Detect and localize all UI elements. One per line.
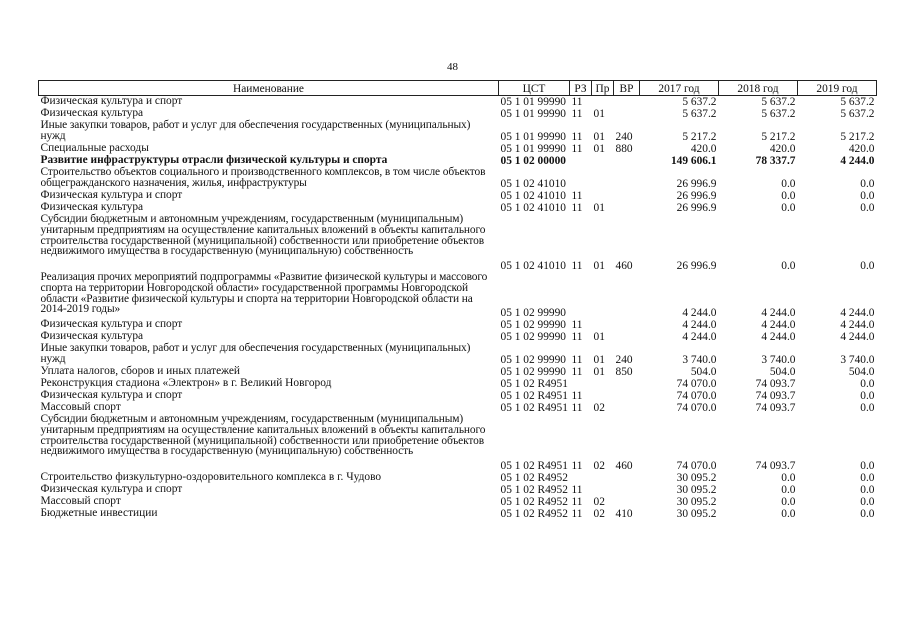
cell-cst: 05 1 02 R4952 bbox=[500, 472, 568, 485]
cell-2019: 0.0 bbox=[860, 472, 875, 485]
table-row bbox=[39, 190, 877, 202]
header-rz: РЗ bbox=[570, 81, 592, 96]
cell-pr bbox=[592, 390, 614, 402]
cell-2017: 4 244.0 bbox=[682, 319, 717, 332]
cell-name: Реализация прочих мероприятий подпрограммы «Развитие физической культуры и массового спорта на территории Новгородской области» государственной программы Новгородской области «Развитие физической культуры и спорта на территории Новгородской области на 2014-2019 годы» bbox=[40, 271, 488, 316]
cell-rz: 11 bbox=[571, 202, 583, 215]
cell-2018: 5 637.2 bbox=[761, 108, 796, 121]
table-row bbox=[39, 496, 877, 508]
table-row bbox=[39, 414, 877, 472]
cell-2019: 0.0 bbox=[860, 190, 875, 203]
cell-cst: 05 1 02 R4951 bbox=[500, 460, 568, 473]
cell-cst: 05 1 02 R4951 bbox=[500, 402, 568, 415]
cell-name: Субсидии бюджетным и автономным учреждениям, государственным (муниципальным) унитарным предприятиям на осуществление капитальных вложений в объекты капитального строительства государственной (муниципальной) собственности или приобретение объектов недвижимого имущества в государственную (муниципальную) собственность bbox=[40, 213, 486, 258]
cell-2019: 0.0 bbox=[860, 484, 875, 497]
cell-vr bbox=[614, 272, 640, 319]
cell-2019: 0.0 bbox=[860, 178, 875, 191]
cell-pr bbox=[592, 155, 614, 167]
cell-2017: 26 996.9 bbox=[676, 190, 717, 203]
cell-pr: 02 bbox=[593, 460, 605, 473]
cell-vr bbox=[614, 331, 640, 343]
cell-name: Массовый спорт bbox=[40, 401, 121, 413]
cell-cst: 05 1 02 99990 bbox=[500, 331, 566, 344]
cell-rz bbox=[570, 472, 592, 484]
cell-cst: 05 1 02 R4952 bbox=[500, 496, 568, 509]
cell-2017: 5 637.2 bbox=[682, 108, 717, 121]
cell-name: Физическая культура и спорт bbox=[40, 189, 183, 201]
cell-cst: 05 1 02 R4952 bbox=[500, 484, 568, 497]
cell-name: Бюджетные инвестиции bbox=[40, 507, 158, 519]
cell-2017: 4 244.0 bbox=[682, 331, 717, 344]
cell-rz: 11 bbox=[571, 390, 583, 403]
cell-vr bbox=[614, 202, 640, 214]
cell-rz: 11 bbox=[571, 460, 583, 473]
cell-cst: 05 1 01 99990 bbox=[500, 143, 566, 156]
cell-rz: 11 bbox=[571, 484, 583, 497]
cell-2018: 4 244.0 bbox=[761, 331, 796, 344]
cell-2019: 4 244.0 bbox=[840, 155, 875, 168]
cell-2017: 3 740.0 bbox=[682, 354, 717, 367]
cell-cst: 05 1 02 99990 bbox=[500, 319, 566, 332]
cell-2019: 4 244.0 bbox=[840, 331, 875, 344]
cell-vr bbox=[614, 402, 640, 414]
cell-2019: 504.0 bbox=[848, 366, 875, 379]
cell-vr bbox=[614, 378, 640, 390]
header-2019: 2019 год bbox=[798, 81, 877, 96]
cell-2019: 5 637.2 bbox=[840, 108, 875, 121]
cell-cst: 05 1 02 99990 bbox=[500, 307, 566, 320]
header-cst: ЦСТ bbox=[499, 81, 570, 96]
cell-2018: 3 740.0 bbox=[761, 354, 796, 367]
cell-2018: 0.0 bbox=[781, 508, 796, 521]
cell-rz: 11 bbox=[571, 319, 583, 332]
cell-name: Субсидии бюджетным и автономным учреждениям, государственным (муниципальным) унитарным предприятиям на осуществление капитальных вложений в объекты капитального строительства государственной (муниципальной) собственности или приобретение объектов недвижимого имущества в государственную (муниципальную) собственность bbox=[40, 413, 486, 458]
cell-pr bbox=[592, 319, 614, 331]
cell-2018: 74 093.7 bbox=[755, 390, 796, 403]
table-row bbox=[39, 272, 877, 319]
cell-vr: 850 bbox=[615, 366, 633, 379]
cell-vr: 240 bbox=[615, 131, 633, 144]
table-row bbox=[39, 120, 877, 143]
cell-pr: 01 bbox=[593, 354, 605, 367]
cell-2017: 26 996.9 bbox=[676, 178, 717, 191]
cell-cst: 05 1 02 00000 bbox=[500, 155, 566, 168]
cell-2019: 420.0 bbox=[848, 143, 875, 156]
cell-2017: 74 070.0 bbox=[676, 460, 717, 473]
cell-rz: 11 bbox=[571, 96, 583, 109]
cell-2019: 5 217.2 bbox=[840, 131, 875, 144]
cell-rz bbox=[570, 155, 592, 167]
cell-2017: 504.0 bbox=[690, 366, 717, 379]
cell-cst: 05 1 01 99990 bbox=[500, 96, 566, 109]
cell-2017: 26 996.9 bbox=[676, 202, 717, 215]
cell-2017: 30 095.2 bbox=[676, 496, 717, 509]
cell-rz: 11 bbox=[571, 131, 583, 144]
table-row bbox=[39, 508, 877, 520]
cell-pr: 01 bbox=[593, 366, 605, 379]
table-row bbox=[39, 96, 877, 109]
cell-2019: 0.0 bbox=[860, 260, 875, 273]
cell-2017: 5 217.2 bbox=[682, 131, 717, 144]
cell-rz: 11 bbox=[571, 354, 583, 367]
cell-name: Строительство физкультурно-оздоровительного комплекса в г. Чудово bbox=[40, 471, 382, 483]
cell-rz: 11 bbox=[571, 331, 583, 344]
cell-name: Физическая культура bbox=[40, 107, 144, 119]
cell-2019: 0.0 bbox=[860, 496, 875, 509]
cell-cst: 05 1 02 41010 bbox=[500, 178, 566, 191]
cell-pr: 01 bbox=[593, 260, 605, 273]
cell-cst: 05 1 02 R4951 bbox=[500, 390, 568, 403]
cell-vr bbox=[614, 190, 640, 202]
cell-vr: 240 bbox=[615, 354, 633, 367]
cell-2018: 504.0 bbox=[769, 366, 796, 379]
table-header bbox=[39, 81, 877, 96]
cell-2019: 0.0 bbox=[860, 390, 875, 403]
cell-vr: 460 bbox=[615, 260, 633, 273]
cell-2018: 5 637.2 bbox=[761, 96, 796, 109]
cell-cst: 05 1 02 99990 bbox=[500, 366, 566, 379]
cell-2018: 78 337.7 bbox=[755, 155, 796, 168]
cell-2019: 0.0 bbox=[860, 202, 875, 215]
table-row bbox=[39, 319, 877, 331]
cell-2017: 74 070.0 bbox=[676, 378, 717, 391]
cell-vr bbox=[614, 167, 640, 190]
header-2017: 2017 год bbox=[640, 81, 719, 96]
cell-pr: 02 bbox=[593, 496, 605, 509]
cell-name: Специальные расходы bbox=[40, 142, 149, 154]
cell-pr bbox=[592, 484, 614, 496]
cell-pr bbox=[592, 472, 614, 484]
cell-name: Физическая культура и спорт bbox=[40, 483, 183, 495]
cell-cst: 05 1 02 99990 bbox=[500, 354, 566, 367]
cell-pr bbox=[592, 378, 614, 390]
cell-name: Реконструкция стадиона «Электрон» в г. Великий Новгород bbox=[40, 377, 332, 389]
cell-2019: 4 244.0 bbox=[840, 319, 875, 332]
table-row bbox=[39, 167, 877, 190]
cell-vr bbox=[614, 155, 640, 167]
cell-rz: 11 bbox=[571, 496, 583, 509]
cell-pr: 01 bbox=[593, 202, 605, 215]
cell-2019: 0.0 bbox=[860, 402, 875, 415]
cell-2018: 4 244.0 bbox=[761, 319, 796, 332]
cell-name: Иные закупки товаров, работ и услуг для обеспечения государственных (муниципальных) нужд bbox=[40, 342, 471, 365]
cell-2019: 3 740.0 bbox=[840, 354, 875, 367]
cell-name: Развитие инфраструктуры отрасли физической культуры и спорта bbox=[40, 154, 388, 166]
cell-vr: 410 bbox=[615, 508, 633, 521]
cell-name: Физическая культура и спорт bbox=[40, 318, 183, 330]
cell-name: Иные закупки товаров, работ и услуг для обеспечения государственных (муниципальных) нужд bbox=[40, 119, 471, 142]
cell-cst: 05 1 02 41010 bbox=[500, 202, 566, 215]
cell-rz: 11 bbox=[571, 402, 583, 415]
cell-2018: 0.0 bbox=[781, 260, 796, 273]
cell-rz: 11 bbox=[571, 260, 583, 273]
cell-pr bbox=[592, 190, 614, 202]
cell-cst: 05 1 02 41010 bbox=[500, 260, 566, 273]
cell-2017: 149 606.1 bbox=[670, 155, 717, 168]
cell-2018: 74 093.7 bbox=[755, 378, 796, 391]
cell-rz bbox=[570, 167, 592, 190]
cell-rz: 11 bbox=[571, 366, 583, 379]
cell-2017: 4 244.0 bbox=[682, 307, 717, 320]
header-name: Наименование bbox=[39, 81, 499, 96]
cell-cst: 05 1 02 41010 bbox=[500, 190, 566, 203]
cell-vr bbox=[614, 96, 640, 109]
cell-2018: 74 093.7 bbox=[755, 402, 796, 415]
cell-vr bbox=[614, 108, 640, 120]
cell-rz: 11 bbox=[571, 108, 583, 121]
page-number: 48 bbox=[447, 61, 458, 73]
cell-pr: 01 bbox=[593, 331, 605, 344]
cell-pr: 02 bbox=[593, 508, 605, 521]
table-row bbox=[39, 214, 877, 272]
cell-2017: 30 095.2 bbox=[676, 484, 717, 497]
cell-2019: 5 637.2 bbox=[840, 96, 875, 109]
cell-pr: 01 bbox=[593, 131, 605, 144]
cell-2019: 0.0 bbox=[860, 460, 875, 473]
cell-2019: 0.0 bbox=[860, 508, 875, 521]
cell-pr bbox=[592, 272, 614, 319]
cell-2018: 0.0 bbox=[781, 496, 796, 509]
cell-2019: 4 244.0 bbox=[840, 307, 875, 320]
cell-2018: 4 244.0 bbox=[761, 307, 796, 320]
cell-vr bbox=[614, 390, 640, 402]
cell-2017: 74 070.0 bbox=[676, 390, 717, 403]
cell-2019: 0.0 bbox=[860, 378, 875, 391]
cell-2017: 30 095.2 bbox=[676, 508, 717, 521]
cell-rz bbox=[570, 272, 592, 319]
cell-cst: 05 1 02 R4951 bbox=[500, 378, 568, 391]
cell-vr bbox=[614, 484, 640, 496]
cell-name: Строительство объектов социального и производственного комплексов, в том числе объектов общегражданского назначения, жилья, инфраструктуры bbox=[40, 166, 486, 189]
cell-2018: 0.0 bbox=[781, 190, 796, 203]
cell-vr bbox=[614, 496, 640, 508]
table-row bbox=[39, 343, 877, 366]
budget-table bbox=[38, 80, 877, 520]
cell-rz bbox=[570, 378, 592, 390]
table-body bbox=[39, 96, 877, 521]
header-pr: Пр bbox=[592, 81, 614, 96]
header-vr: ВР bbox=[614, 81, 640, 96]
cell-cst: 05 1 02 R4952 bbox=[500, 508, 568, 521]
cell-name: Физическая культура bbox=[40, 330, 144, 342]
cell-pr: 01 bbox=[593, 143, 605, 156]
cell-2018: 5 217.2 bbox=[761, 131, 796, 144]
cell-2017: 74 070.0 bbox=[676, 402, 717, 415]
cell-vr bbox=[614, 472, 640, 484]
cell-2018: 420.0 bbox=[769, 143, 796, 156]
cell-vr: 880 bbox=[615, 143, 633, 156]
cell-2017: 5 637.2 bbox=[682, 96, 717, 109]
cell-2018: 0.0 bbox=[781, 484, 796, 497]
cell-2017: 30 095.2 bbox=[676, 472, 717, 485]
cell-pr bbox=[592, 167, 614, 190]
cell-pr: 02 bbox=[593, 402, 605, 415]
cell-name: Физическая культура и спорт bbox=[40, 95, 183, 107]
cell-2018: 74 093.7 bbox=[755, 460, 796, 473]
cell-rz: 11 bbox=[571, 190, 583, 203]
cell-2018: 0.0 bbox=[781, 202, 796, 215]
cell-rz: 11 bbox=[571, 508, 583, 521]
table-row bbox=[39, 484, 877, 496]
header-2018: 2018 год bbox=[719, 81, 798, 96]
cell-vr bbox=[614, 319, 640, 331]
cell-rz: 11 bbox=[571, 143, 583, 156]
cell-cst: 05 1 01 99990 bbox=[500, 131, 566, 144]
cell-name: Массовый спорт bbox=[40, 495, 121, 507]
cell-2017: 26 996.9 bbox=[676, 260, 717, 273]
cell-name: Физическая культура и спорт bbox=[40, 389, 183, 401]
cell-2018: 0.0 bbox=[781, 178, 796, 191]
cell-name: Физическая культура bbox=[40, 201, 144, 213]
cell-2018: 0.0 bbox=[781, 472, 796, 485]
cell-pr: 01 bbox=[593, 108, 605, 121]
cell-vr: 460 bbox=[615, 460, 633, 473]
cell-pr bbox=[592, 96, 614, 109]
cell-cst: 05 1 01 99990 bbox=[500, 108, 566, 121]
cell-2017: 420.0 bbox=[690, 143, 717, 156]
table-row bbox=[39, 390, 877, 402]
cell-name: Уплата налогов, сборов и иных платежей bbox=[40, 365, 240, 377]
